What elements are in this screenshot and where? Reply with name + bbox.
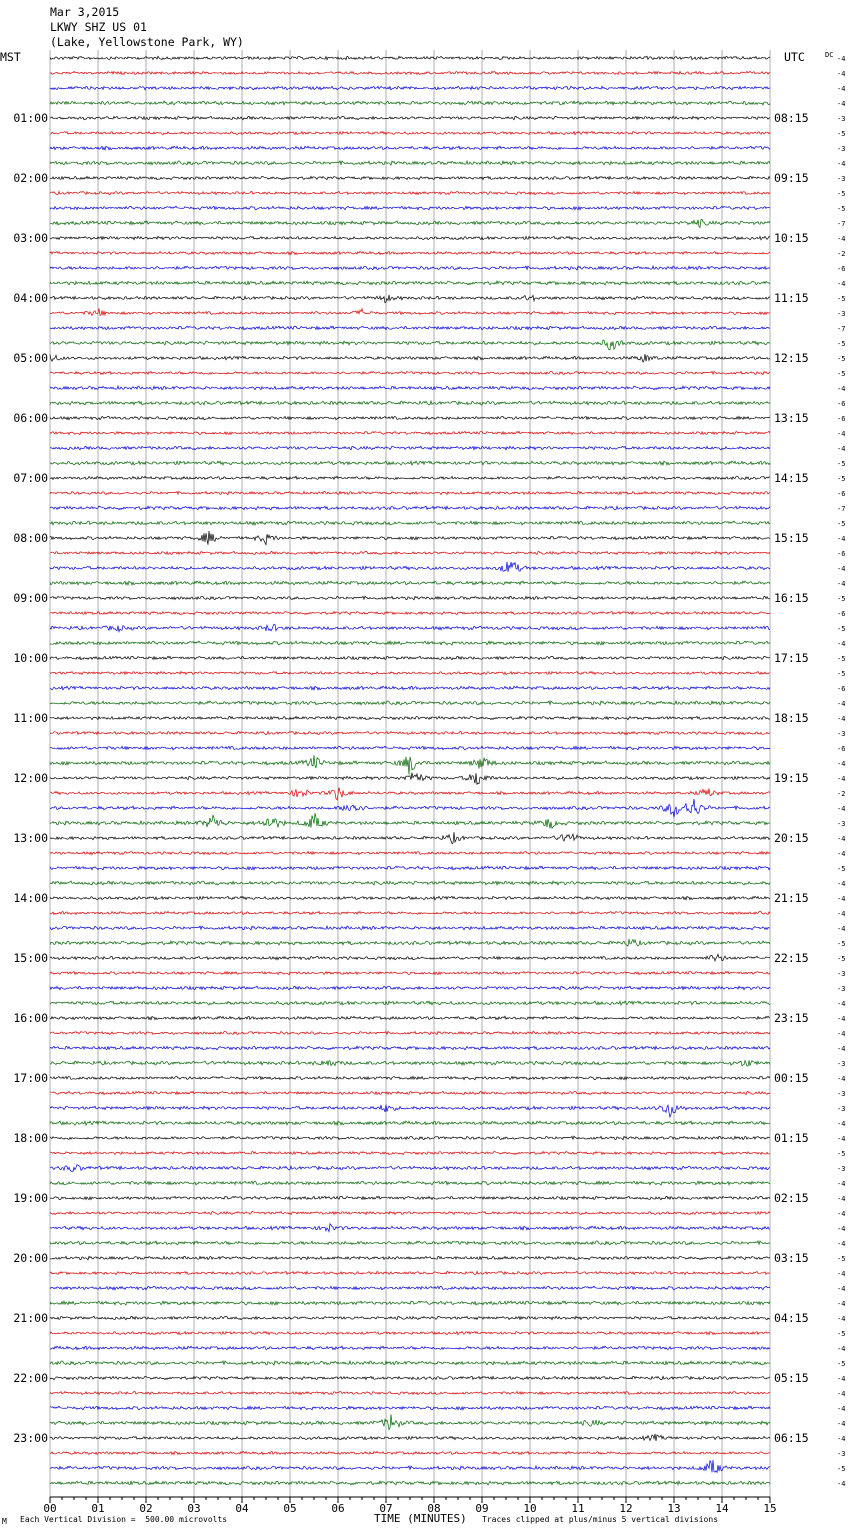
x-tick-label: 08 xyxy=(427,1502,441,1515)
left-hour-label: 02:00 xyxy=(13,171,48,185)
trace-52 xyxy=(50,832,770,843)
trace-7 xyxy=(50,161,770,165)
dc-offset-label: -2 xyxy=(837,790,846,798)
left-hour-label: 22:00 xyxy=(13,1371,48,1385)
dc-offset-label: -4 xyxy=(837,1300,846,1308)
trace-54 xyxy=(50,866,770,870)
right-hour-label: 19:15 xyxy=(774,771,809,785)
trace-19 xyxy=(50,340,770,350)
dc-offset-label: -5 xyxy=(837,1465,846,1473)
right-hour-label: 18:15 xyxy=(774,711,809,725)
trace-67 xyxy=(50,1060,770,1066)
dc-offset-label: -5 xyxy=(837,130,846,138)
trace-22 xyxy=(50,386,770,390)
right-hour-label: 09:15 xyxy=(774,171,809,185)
trace-53 xyxy=(50,852,770,855)
right-hour-label: 06:15 xyxy=(774,1431,809,1445)
trace-80 xyxy=(50,1256,770,1260)
dc-offset-label: -3 xyxy=(837,985,846,993)
dc-offset-label: -4 xyxy=(837,1225,846,1233)
dc-offset-label: -4 xyxy=(837,760,846,768)
trace-75 xyxy=(50,1181,770,1185)
dc-offset-label: -6 xyxy=(837,550,846,558)
trace-8 xyxy=(50,176,770,179)
dc-offset-label: -5 xyxy=(837,1330,846,1338)
dc-offset-label: -5 xyxy=(837,295,846,303)
dc-offset-label: -4 xyxy=(837,1120,846,1128)
x-tick-label: 15 xyxy=(763,1502,777,1515)
x-tick-label: 07 xyxy=(379,1502,393,1515)
trace-9 xyxy=(50,191,770,194)
trace-17 xyxy=(50,308,770,315)
x-tick-label: 06 xyxy=(331,1502,345,1515)
trace-84 xyxy=(50,1316,770,1320)
trace-64 xyxy=(50,1016,770,1020)
trace-76 xyxy=(50,1196,770,1199)
trace-85 xyxy=(50,1332,770,1335)
right-hour-label: 11:15 xyxy=(774,291,809,305)
dc-offset-label: -4 xyxy=(837,1420,846,1428)
trace-94 xyxy=(50,1460,770,1473)
trace-14 xyxy=(50,266,770,270)
dc-offset-label: -5 xyxy=(837,1150,846,1158)
dc-offset-label: -4 xyxy=(837,1405,846,1413)
x-tick-label: 12 xyxy=(619,1502,633,1515)
dc-label: DC xyxy=(825,51,834,59)
dc-offset-label: -4 xyxy=(837,280,846,288)
dc-offset-label: -3 xyxy=(837,1165,846,1173)
left-hour-label: 11:00 xyxy=(13,711,48,725)
left-hour-label: 14:00 xyxy=(13,891,48,905)
left-hour-label: 01:00 xyxy=(13,111,48,125)
trace-20 xyxy=(50,354,770,362)
dc-offset-label: -4 xyxy=(837,700,846,708)
dc-offset-label: -3 xyxy=(837,1105,846,1113)
trace-72 xyxy=(50,1136,770,1140)
dc-offset-label: -5 xyxy=(837,595,846,603)
dc-offset-label: -6 xyxy=(837,265,846,273)
x-tick-label: 01 xyxy=(91,1502,105,1515)
left-hour-label: 19:00 xyxy=(13,1191,48,1205)
dc-offset-label: -5 xyxy=(837,1255,846,1263)
dc-offset-label: -3 xyxy=(837,1060,846,1068)
trace-40 xyxy=(50,656,770,659)
trace-41 xyxy=(50,671,770,674)
dc-offset-label: -4 xyxy=(837,70,846,78)
x-tick-label: 09 xyxy=(475,1502,489,1515)
trace-81 xyxy=(50,1271,770,1274)
left-hour-label: 03:00 xyxy=(13,231,48,245)
scale-note: Each Vertical Division = 500.00 microvolts xyxy=(20,1515,228,1524)
dc-offset-label: -6 xyxy=(837,685,846,693)
trace-59 xyxy=(50,939,770,946)
trace-92 xyxy=(50,1434,770,1441)
trace-2 xyxy=(50,86,770,90)
trace-65 xyxy=(50,1031,770,1034)
dc-offset-label: -5 xyxy=(837,190,846,198)
right-hour-label: 22:15 xyxy=(774,951,809,965)
left-hour-label: 20:00 xyxy=(13,1251,48,1265)
dc-offset-label: -4 xyxy=(837,1315,846,1323)
left-hour-label: 18:00 xyxy=(13,1131,48,1145)
dc-offset-label: -4 xyxy=(837,1195,846,1203)
header-station: LKWY SHZ US 01 xyxy=(50,20,147,34)
trace-88 xyxy=(50,1376,770,1379)
left-hour-label: 04:00 xyxy=(13,291,48,305)
trace-29 xyxy=(50,491,770,494)
right-hour-label: 15:15 xyxy=(774,531,809,545)
trace-32 xyxy=(50,531,770,545)
scale-mark: M xyxy=(2,1517,7,1526)
right-hour-label: 01:15 xyxy=(774,1131,809,1145)
trace-79 xyxy=(50,1241,770,1245)
trace-50 xyxy=(50,799,770,818)
dc-offset-label: -5 xyxy=(837,520,846,528)
dc-offset-label: -4 xyxy=(837,880,846,888)
trace-35 xyxy=(50,581,770,585)
dc-offset-label: -2 xyxy=(837,250,846,258)
dc-offset-label: -4 xyxy=(837,1180,846,1188)
dc-offset-label: -3 xyxy=(837,820,846,828)
trace-95 xyxy=(50,1481,770,1485)
header-date: Mar 3,2015 xyxy=(50,5,120,19)
trace-90 xyxy=(50,1406,770,1410)
dc-offset-label: -4 xyxy=(837,385,846,393)
trace-58 xyxy=(50,926,770,930)
right-hour-label: 21:15 xyxy=(774,891,809,905)
trace-56 xyxy=(50,896,770,900)
dc-offset-label: -3 xyxy=(837,145,846,153)
dc-offset-label: -4 xyxy=(837,565,846,573)
x-tick-label: 02 xyxy=(139,1502,153,1515)
dc-offset-label: -4 xyxy=(837,640,846,648)
dc-offset-label: -5 xyxy=(837,340,846,348)
trace-68 xyxy=(50,1076,770,1080)
dc-offset-label: -5 xyxy=(837,205,846,213)
dc-offset-label: -4 xyxy=(837,1045,846,1053)
dc-offset-label: -7 xyxy=(837,325,846,333)
trace-28 xyxy=(50,476,770,479)
right-hour-label: 12:15 xyxy=(774,351,809,365)
trace-5 xyxy=(50,132,770,135)
trace-48 xyxy=(50,773,770,785)
dc-offset-label: -4 xyxy=(837,1285,846,1293)
trace-3 xyxy=(50,101,770,105)
trace-13 xyxy=(50,251,770,254)
trace-6 xyxy=(50,146,770,150)
dc-offset-label: -4 xyxy=(837,580,846,588)
trace-66 xyxy=(50,1046,770,1050)
left-hour-label: 07:00 xyxy=(13,471,48,485)
dc-offset-label: -4 xyxy=(837,430,846,438)
dc-offset-label: -3 xyxy=(837,115,846,123)
trace-39 xyxy=(50,641,770,645)
left-hour-label: 05:00 xyxy=(13,351,48,365)
right-hour-label: 14:15 xyxy=(774,471,809,485)
trace-89 xyxy=(50,1392,770,1395)
dc-offset-label: -3 xyxy=(837,1450,846,1458)
trace-47 xyxy=(50,755,770,774)
dc-offset-label: -5 xyxy=(837,670,846,678)
left-hour-label: 10:00 xyxy=(13,651,48,665)
left-hour-label: 17:00 xyxy=(13,1071,48,1085)
x-tick-label: 04 xyxy=(235,1502,249,1515)
dc-offset-label: -4 xyxy=(837,895,846,903)
dc-offset-label: -4 xyxy=(837,85,846,93)
dc-offset-label: -5 xyxy=(837,355,846,363)
trace-0 xyxy=(50,56,770,59)
left-hour-label: 12:00 xyxy=(13,771,48,785)
dc-offset-label: -4 xyxy=(837,1135,846,1143)
trace-31 xyxy=(50,521,770,525)
dc-offset-label: -3 xyxy=(837,970,846,978)
trace-4 xyxy=(50,116,770,119)
trace-24 xyxy=(50,416,770,419)
dc-offset-label: -4 xyxy=(837,1240,846,1248)
trace-44 xyxy=(50,716,770,719)
dc-offset-label: -4 xyxy=(837,1075,846,1083)
right-hour-label: 13:15 xyxy=(774,411,809,425)
trace-30 xyxy=(50,506,770,510)
trace-33 xyxy=(50,551,770,554)
trace-91 xyxy=(50,1414,770,1429)
left-hour-label: 08:00 xyxy=(13,531,48,545)
trace-42 xyxy=(50,686,770,690)
dc-offset-label: -4 xyxy=(837,1210,846,1218)
trace-62 xyxy=(50,986,770,990)
trace-18 xyxy=(50,326,770,330)
trace-93 xyxy=(50,1451,770,1454)
dc-offset-label: -6 xyxy=(837,490,846,498)
trace-87 xyxy=(50,1361,770,1365)
trace-55 xyxy=(50,881,770,885)
dc-offset-label: -4 xyxy=(837,235,846,243)
dc-offset-label: -4 xyxy=(837,850,846,858)
right-hour-label: 00:15 xyxy=(774,1071,809,1085)
trace-25 xyxy=(50,431,770,434)
right-hour-label: 04:15 xyxy=(774,1311,809,1325)
trace-15 xyxy=(50,281,770,285)
trace-16 xyxy=(50,295,770,303)
dc-offset-label: -4 xyxy=(837,925,846,933)
dc-offset-label: -4 xyxy=(837,1480,846,1488)
dc-offset-label: -4 xyxy=(837,1435,846,1443)
left-hour-label: 16:00 xyxy=(13,1011,48,1025)
trace-63 xyxy=(50,1001,770,1005)
trace-36 xyxy=(50,596,770,600)
trace-26 xyxy=(50,446,770,450)
dc-offset-label: -5 xyxy=(837,655,846,663)
trace-34 xyxy=(50,562,770,572)
dc-offset-label: -5 xyxy=(837,460,846,468)
dc-offset-label: -4 xyxy=(837,55,846,63)
x-tick-label: 03 xyxy=(187,1502,201,1515)
trace-38 xyxy=(50,624,770,632)
right-hour-label: 10:15 xyxy=(774,231,809,245)
right-hour-label: 08:15 xyxy=(774,111,809,125)
x-tick-label: 13 xyxy=(667,1502,681,1515)
dc-offset-label: -5 xyxy=(837,370,846,378)
right-hour-label: 16:15 xyxy=(774,591,809,605)
trace-1 xyxy=(50,71,770,74)
x-axis-title: TIME (MINUTES) xyxy=(374,1512,467,1525)
trace-82 xyxy=(50,1286,770,1290)
dc-offset-label: -4 xyxy=(837,535,846,543)
trace-46 xyxy=(50,746,770,750)
dc-offset-label: -5 xyxy=(837,865,846,873)
dc-offset-label: -4 xyxy=(837,1000,846,1008)
trace-60 xyxy=(50,954,770,961)
dc-offset-label: -5 xyxy=(837,625,846,633)
header-location: (Lake, Yellowstone Park, WY) xyxy=(50,35,244,49)
dc-offset-label: -5 xyxy=(837,940,846,948)
trace-43 xyxy=(50,701,770,705)
dc-offset-label: -4 xyxy=(837,1375,846,1383)
dc-offset-label: -4 xyxy=(837,1390,846,1398)
dc-offset-label: -6 xyxy=(837,415,846,423)
left-hour-label: 06:00 xyxy=(13,411,48,425)
trace-11 xyxy=(50,219,770,227)
trace-57 xyxy=(50,911,770,914)
dc-offset-label: -4 xyxy=(837,1030,846,1038)
left-time-labels xyxy=(13,111,48,1445)
left-timezone-label: MST xyxy=(0,50,21,64)
right-timezone-label: UTC xyxy=(784,50,805,64)
left-hour-label: 21:00 xyxy=(13,1311,48,1325)
dc-offset-label: -3 xyxy=(837,310,846,318)
x-tick-label: 11 xyxy=(571,1502,585,1515)
dc-offset-label: -6 xyxy=(837,610,846,618)
dc-offset-label: -5 xyxy=(837,955,846,963)
trace-83 xyxy=(50,1301,770,1305)
dc-offset-label: -4 xyxy=(837,160,846,168)
trace-74 xyxy=(50,1165,770,1172)
dc-offset-label: -4 xyxy=(837,1270,846,1278)
trace-27 xyxy=(50,461,770,465)
dc-offset-label: -3 xyxy=(837,1090,846,1098)
trace-10 xyxy=(50,206,770,210)
dc-offset-label: -4 xyxy=(837,775,846,783)
dc-offset-label: -5 xyxy=(837,1360,846,1368)
trace-77 xyxy=(50,1211,770,1214)
trace-73 xyxy=(50,1151,770,1154)
right-hour-label: 03:15 xyxy=(774,1251,809,1265)
trace-61 xyxy=(50,971,770,974)
left-hour-label: 15:00 xyxy=(13,951,48,965)
trace-71 xyxy=(50,1121,770,1125)
x-tick-label: 10 xyxy=(523,1502,537,1515)
left-hour-label: 13:00 xyxy=(13,831,48,845)
x-tick-label: 00 xyxy=(43,1502,57,1515)
x-tick-label: 05 xyxy=(283,1502,297,1515)
trace-37 xyxy=(50,611,770,614)
dc-offset-label: -4 xyxy=(837,445,846,453)
trace-69 xyxy=(50,1091,770,1094)
dc-offset-label: -4 xyxy=(837,715,846,723)
dc-offset-label: -7 xyxy=(837,220,846,228)
trace-86 xyxy=(50,1346,770,1350)
dc-offset-label: -4 xyxy=(837,805,846,813)
dc-offset-label: -6 xyxy=(837,745,846,753)
trace-group xyxy=(50,56,770,1485)
dc-offset-label: -6 xyxy=(837,400,846,408)
trace-21 xyxy=(50,371,770,374)
dc-offset-label: -3 xyxy=(837,175,846,183)
right-time-labels xyxy=(774,111,809,1445)
dc-offset-label: -4 xyxy=(837,1015,846,1023)
x-tick-label: 14 xyxy=(715,1502,729,1515)
trace-78 xyxy=(50,1224,770,1232)
trace-45 xyxy=(50,731,770,734)
trace-23 xyxy=(50,401,770,405)
dc-offset-label: -3 xyxy=(837,730,846,738)
right-hour-label: 23:15 xyxy=(774,1011,809,1025)
clip-note: Traces clipped at plus/minus 5 vertical divisions xyxy=(482,1515,719,1524)
dc-offset-label: -4 xyxy=(837,910,846,918)
dc-offset-label: -4 xyxy=(837,100,846,108)
dc-offset-label: -7 xyxy=(837,505,846,513)
trace-12 xyxy=(50,236,770,240)
dc-offset-label: -4 xyxy=(837,835,846,843)
right-hour-label: 20:15 xyxy=(774,831,809,845)
right-hour-label: 02:15 xyxy=(774,1191,809,1205)
left-hour-label: 23:00 xyxy=(13,1431,48,1445)
left-hour-label: 09:00 xyxy=(13,591,48,605)
trace-51 xyxy=(50,813,770,828)
trace-49 xyxy=(50,788,770,800)
right-hour-label: 17:15 xyxy=(774,651,809,665)
dc-offset-labels xyxy=(825,51,845,1488)
right-hour-label: 05:15 xyxy=(774,1371,809,1385)
dc-offset-label: -4 xyxy=(837,1345,846,1353)
dc-offset-label: -5 xyxy=(837,475,846,483)
trace-70 xyxy=(50,1105,770,1117)
